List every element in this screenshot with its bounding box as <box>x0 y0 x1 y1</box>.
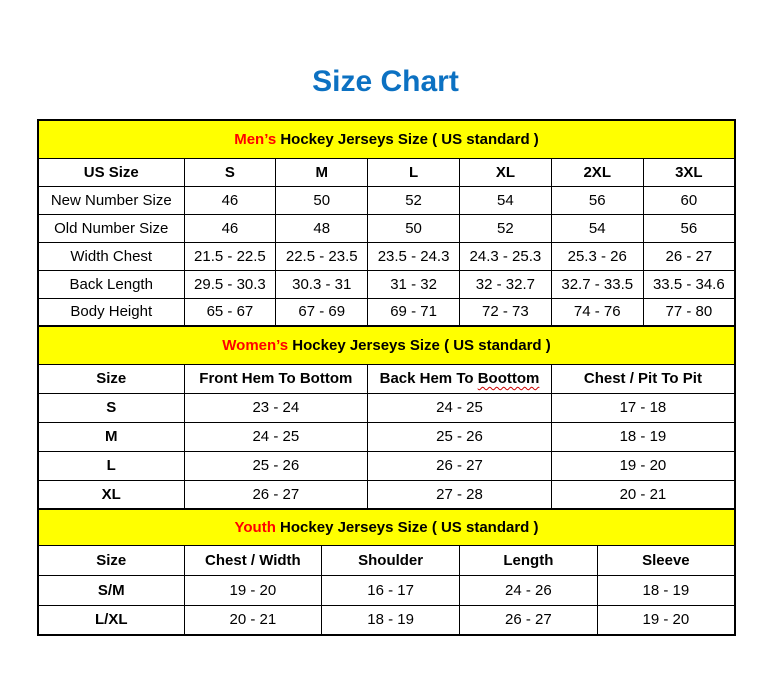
table-cell: 54 <box>459 186 551 214</box>
mens-row-label: Width Chest <box>38 242 184 270</box>
size-tables <box>37 119 734 636</box>
table-cell: 31 - 32 <box>368 270 460 298</box>
table-cell: 16 - 17 <box>322 575 460 605</box>
table-row <box>38 214 735 242</box>
mens-column-header: M <box>276 158 368 186</box>
table-cell: 29.5 - 30.3 <box>184 270 276 298</box>
mens-column-header: S <box>184 158 276 186</box>
table-cell: 46 <box>184 186 276 214</box>
table-cell: 52 <box>368 186 460 214</box>
mens-band-row <box>38 120 735 158</box>
table-cell: 69 - 71 <box>368 298 460 326</box>
table-row <box>38 480 735 509</box>
table-cell: 26 - 27 <box>368 451 552 480</box>
youth-band-accent: Youth <box>234 518 276 536</box>
header-text: Back Hem To <box>379 370 478 387</box>
womens-row-label: S <box>38 393 184 422</box>
table-row <box>38 575 735 605</box>
youth-band-title <box>38 509 735 545</box>
table-cell: 30.3 - 31 <box>276 270 368 298</box>
table-cell: 48 <box>276 214 368 242</box>
mens-band-title <box>38 120 735 158</box>
table-cell: 25 - 26 <box>368 422 552 451</box>
table-cell: 56 <box>551 186 643 214</box>
table-cell: 20 - 21 <box>551 480 735 509</box>
table-cell: 72 - 73 <box>459 298 551 326</box>
table-cell: 74 - 76 <box>551 298 643 326</box>
table-cell: 67 - 69 <box>276 298 368 326</box>
mens-row-label: Back Length <box>38 270 184 298</box>
table-cell: 32.7 - 33.5 <box>551 270 643 298</box>
table-cell: 56 <box>643 214 735 242</box>
table-cell: 50 <box>276 186 368 214</box>
table-cell: 22.5 - 23.5 <box>276 242 368 270</box>
mens-header-row <box>38 158 735 186</box>
table-cell: 77 - 80 <box>643 298 735 326</box>
table-cell: 26 - 27 <box>643 242 735 270</box>
womens-header-row <box>38 364 735 393</box>
table-row <box>38 270 735 298</box>
womens-row-label: XL <box>38 480 184 509</box>
table-cell: 65 - 67 <box>184 298 276 326</box>
womens-row-label: M <box>38 422 184 451</box>
table-cell: 19 - 20 <box>184 575 322 605</box>
mens-band-accent: Men’s <box>234 130 277 148</box>
mens-column-header: 2XL <box>551 158 643 186</box>
womens-row-label: L <box>38 451 184 480</box>
table-cell: 25.3 - 26 <box>551 242 643 270</box>
page-title: Size Chart <box>312 65 459 98</box>
table-cell: 26 - 27 <box>184 480 368 509</box>
youth-column-header: Sleeve <box>597 545 735 575</box>
table-cell: 46 <box>184 214 276 242</box>
table-cell: 24 - 25 <box>184 422 368 451</box>
mens-column-header: US Size <box>38 158 184 186</box>
womens-column-header: Front Hem To Bottom <box>184 364 368 393</box>
womens-band-title <box>38 326 735 364</box>
table-row <box>38 298 735 326</box>
table-cell: 24 - 26 <box>460 575 598 605</box>
womens-band-accent: Women’s <box>222 336 289 354</box>
womens-size-table <box>37 325 736 510</box>
youth-column-header: Shoulder <box>322 545 460 575</box>
youth-row-label: L/XL <box>38 605 184 635</box>
table-row <box>38 186 735 214</box>
table-cell: 26 - 27 <box>460 605 598 635</box>
youth-band-row <box>38 509 735 545</box>
table-cell: 27 - 28 <box>368 480 552 509</box>
womens-band-row <box>38 326 735 364</box>
table-cell: 18 - 19 <box>597 575 735 605</box>
table-cell: 50 <box>368 214 460 242</box>
table-cell: 19 - 20 <box>551 451 735 480</box>
table-cell: 19 - 20 <box>597 605 735 635</box>
mens-row-label: Old Number Size <box>38 214 184 242</box>
womens-column-header <box>368 364 552 393</box>
mens-row-label: New Number Size <box>38 186 184 214</box>
youth-size-table <box>37 508 736 636</box>
mens-size-table <box>37 119 736 327</box>
table-cell: 33.5 - 34.6 <box>643 270 735 298</box>
womens-column-header: Size <box>38 364 184 393</box>
table-row <box>38 451 735 480</box>
table-row <box>38 422 735 451</box>
table-cell: 25 - 26 <box>184 451 368 480</box>
youth-column-header: Size <box>38 545 184 575</box>
table-cell: 54 <box>551 214 643 242</box>
youth-band-text: Hockey Jerseys Size ( US standard ) <box>275 518 539 536</box>
mens-column-header: L <box>368 158 460 186</box>
table-cell: 18 - 19 <box>551 422 735 451</box>
mens-column-header: 3XL <box>643 158 735 186</box>
mens-band-text: Hockey Jerseys Size ( US standard ) <box>276 130 539 148</box>
youth-row-label: S/M <box>38 575 184 605</box>
table-cell: 52 <box>459 214 551 242</box>
mens-row-label: Body Height <box>38 298 184 326</box>
misspelled-word: Boottom <box>477 370 540 387</box>
table-cell: 20 - 21 <box>184 605 322 635</box>
womens-column-header: Chest / Pit To Pit <box>551 364 735 393</box>
table-cell: 24.3 - 25.3 <box>459 242 551 270</box>
table-cell: 17 - 18 <box>551 393 735 422</box>
youth-column-header: Length <box>460 545 598 575</box>
table-cell: 32 - 32.7 <box>459 270 551 298</box>
womens-band-text: Hockey Jerseys Size ( US standard ) <box>288 336 551 354</box>
table-cell: 23 - 24 <box>184 393 368 422</box>
table-row <box>38 242 735 270</box>
table-row <box>38 393 735 422</box>
table-row <box>38 605 735 635</box>
youth-column-header: Chest / Width <box>184 545 322 575</box>
table-cell: 23.5 - 24.3 <box>368 242 460 270</box>
table-cell: 24 - 25 <box>368 393 552 422</box>
table-cell: 21.5 - 22.5 <box>184 242 276 270</box>
mens-column-header: XL <box>459 158 551 186</box>
table-cell: 60 <box>643 186 735 214</box>
table-cell: 18 - 19 <box>322 605 460 635</box>
youth-header-row <box>38 545 735 575</box>
